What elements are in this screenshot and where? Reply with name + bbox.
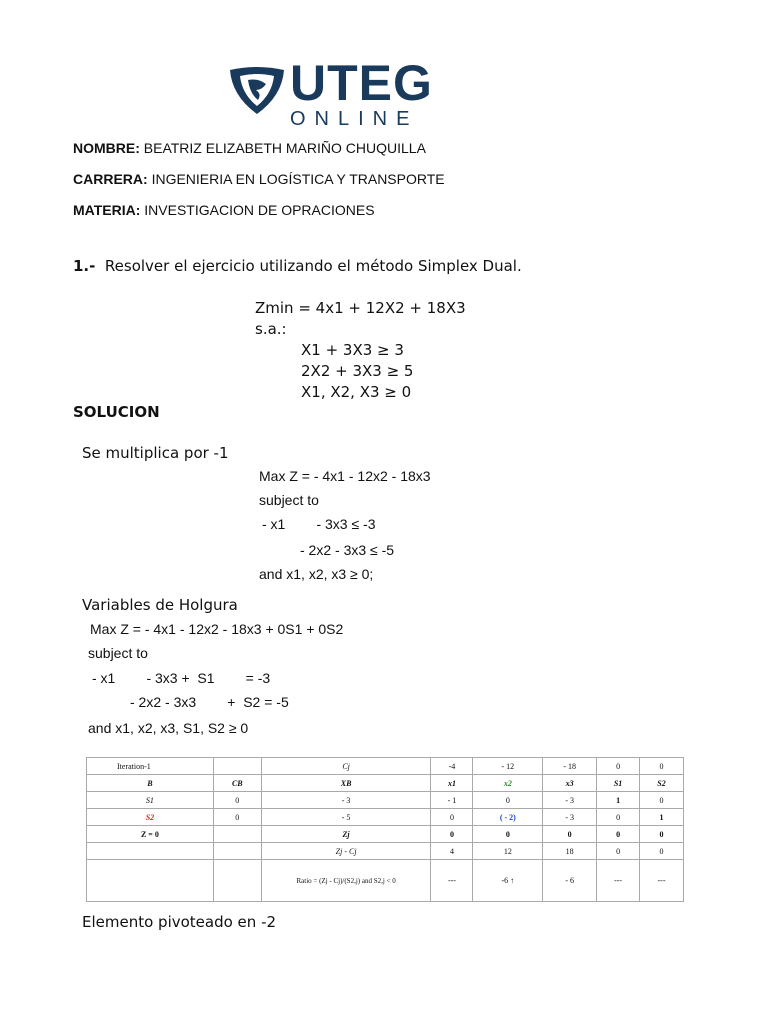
table-cell: 0 (473, 792, 543, 809)
table-cell: --- (597, 860, 640, 902)
step-slack: Variables de Holgura (82, 596, 238, 614)
table-row (87, 809, 684, 826)
student-subject: MATERIA: INVESTIGACION DE OPRACIONES (73, 202, 375, 218)
table-header: x1 (431, 775, 473, 792)
table-cell: --- (431, 860, 473, 902)
table-cell: --- (640, 860, 684, 902)
table-cell: -4 (431, 758, 473, 775)
table-cell: 0 (640, 843, 684, 860)
cj-label: Cj (261, 758, 431, 775)
table-header: XB (261, 775, 431, 792)
constraint-3: X1, X2, X3 ≥ 0 (301, 383, 412, 401)
constraint-2: 2X2 + 3X3 ≥ 5 (301, 362, 414, 380)
brand-name: UTEG (290, 55, 433, 111)
slack-restriction-1: - x1 - 3x3 + S1 = -3 (92, 670, 271, 686)
pivot-cell: ( - 2) (473, 809, 543, 826)
table-cell: 0 (431, 809, 473, 826)
subject-to-2: subject to (88, 645, 148, 661)
table-cell: 12 (473, 843, 543, 860)
table-cell: 0 (597, 809, 640, 826)
table-cell: 0 (640, 826, 684, 843)
table-row (87, 775, 684, 792)
table-row (87, 758, 684, 775)
table-header: CB (213, 775, 261, 792)
max-objective-2: Max Z = - 4x1 - 12x2 - 18x3 + 0S1 + 0S2 (90, 621, 344, 637)
table-cell: 0 (597, 826, 640, 843)
table-row (87, 843, 684, 860)
z-value: Z = 0 (87, 826, 214, 843)
constraint-1: X1 + 3X3 ≥ 3 (301, 341, 404, 359)
table-cell: - 12 (473, 758, 543, 775)
table-header: x3 (543, 775, 597, 792)
table-cell: 4 (431, 843, 473, 860)
table-cell: - 5 (261, 809, 431, 826)
table-cell: 0 (431, 826, 473, 843)
brand-subtitle: ONLINE (290, 108, 419, 130)
table-cell: 18 (543, 843, 597, 860)
solution-title: SOLUCION (73, 403, 160, 421)
step-multiply: Se multiplica por -1 (82, 444, 229, 462)
table-row (87, 826, 684, 843)
table-cell: - 18 (543, 758, 597, 775)
table-cell: 0 (640, 792, 684, 809)
non-negativity-2: and x1, x2, x3, S1, S2 ≥ 0 (88, 720, 249, 736)
table-cell: 0 (213, 809, 261, 826)
table-header: B (87, 775, 214, 792)
table-cell: - 1 (431, 792, 473, 809)
table-cell: 1 (640, 809, 684, 826)
table-cell: 1 (597, 792, 640, 809)
table-cell: - 6 (543, 860, 597, 902)
step-pivot: Elemento pivoteado en -2 (82, 913, 277, 931)
student-career: CARRERA: INGENIERIA EN LOGÍSTICA Y TRANSPORTE (73, 171, 445, 187)
table-cell: S1 (87, 792, 214, 809)
simplex-table (86, 757, 684, 902)
table-cell: - 3 (543, 809, 597, 826)
max-objective-1: Max Z = - 4x1 - 12x2 - 18x3 (259, 468, 431, 484)
uteg-logo (228, 55, 438, 132)
table-cell: - 3 (543, 792, 597, 809)
subject-to-1: subject to (259, 492, 319, 508)
table-header: x2 (473, 775, 543, 792)
table-cell: 0 (597, 843, 640, 860)
table-header: S1 (597, 775, 640, 792)
slack-restriction-2: - 2x2 - 3x3 + S2 = -5 (130, 694, 289, 710)
table-cell: -6 ↑ (473, 860, 543, 902)
shield-icon (228, 64, 286, 116)
zjcj-label: Zj - Cj (261, 843, 431, 860)
restriction-2: - 2x2 - 3x3 ≤ -5 (300, 542, 395, 558)
table-cell: 0 (640, 758, 684, 775)
table-row (87, 792, 684, 809)
table-cell: 0 (213, 792, 261, 809)
zj-label: Zj (261, 826, 431, 843)
table-row (87, 860, 684, 902)
table-cell: - 3 (261, 792, 431, 809)
subject-to-label: s.a.: (255, 320, 287, 338)
student-name: NOMBRE: BEATRIZ ELIZABETH MARIÑO CHUQUILLA (73, 140, 426, 156)
table-cell: 0 (473, 826, 543, 843)
iteration-label: Iteration-1 (87, 758, 214, 775)
table-cell: 0 (597, 758, 640, 775)
table-header: S2 (640, 775, 684, 792)
ratio-label: Ratio = (Zj - Cj)/(S2,j) and S2,j < 0 (261, 860, 431, 902)
exercise-statement: 1.- Resolver el ejercicio utilizando el método Simplex Dual. (73, 257, 522, 275)
table-cell: S2 (87, 809, 214, 826)
objective-function: Zmin = 4x1 + 12X2 + 18X3 (255, 299, 466, 317)
table-cell: 0 (543, 826, 597, 843)
restriction-1: - x1 - 3x3 ≤ -3 (262, 516, 376, 532)
non-negativity-1: and x1, x2, x3 ≥ 0; (259, 566, 374, 582)
